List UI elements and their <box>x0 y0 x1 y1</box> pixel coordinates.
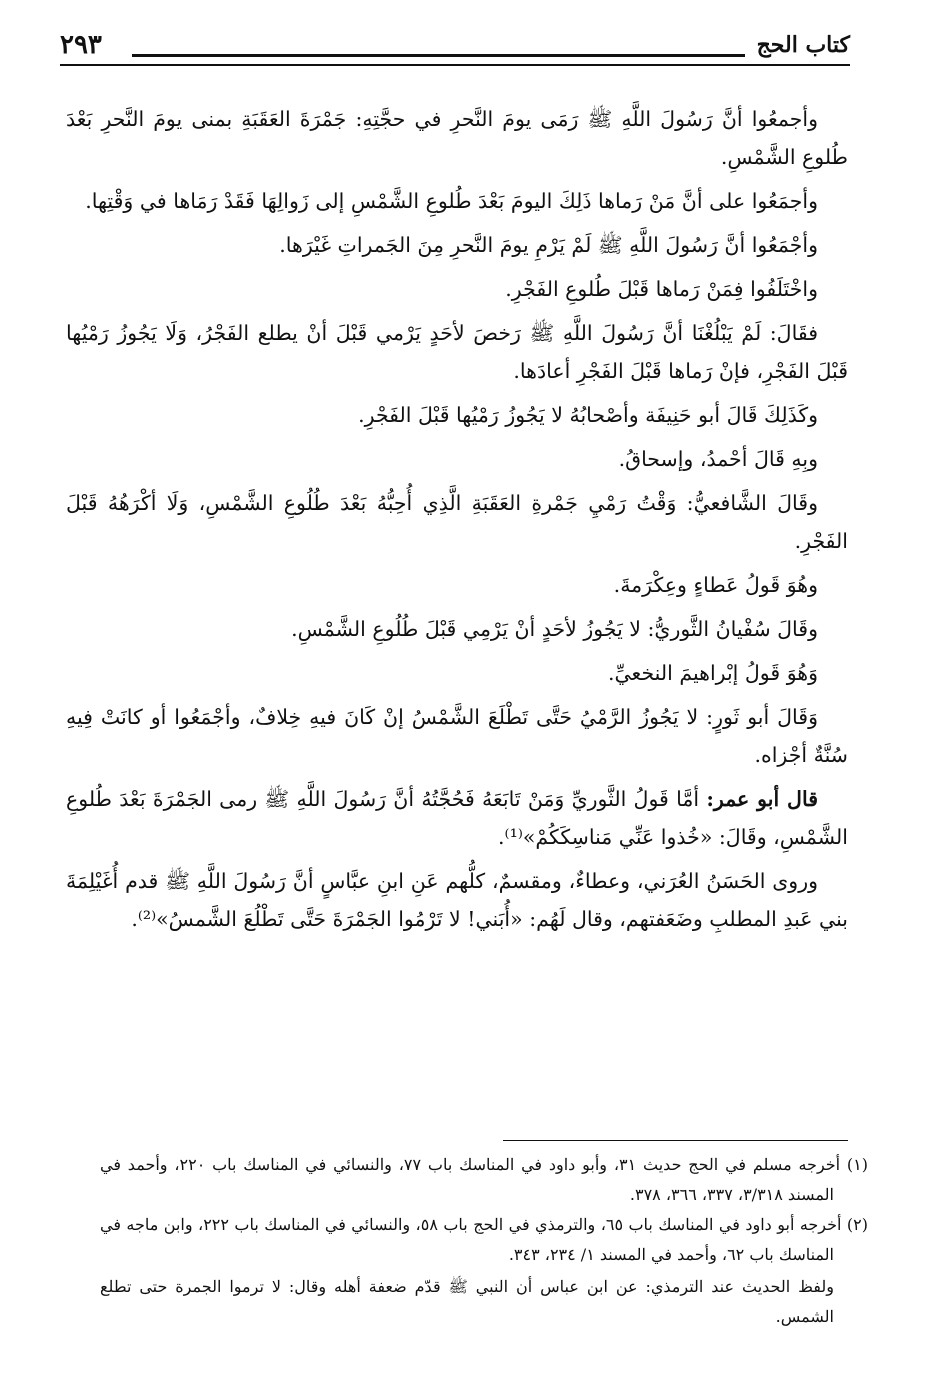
book-title: كتاب الحج <box>756 32 850 58</box>
paragraph: وأجْمَعُوا أنَّ رَسُولَ اللَّهِ ﷺ لَمْ يَرْمِ يومَ النَّحرِ مِنَ الجَمراتِ غَيْرَها. <box>279 233 818 257</box>
paragraph: وأجمَعُوا على أنَّ مَنْ رَماها ذَلِكَ اليومَ بَعْدَ طُلوعِ الشَّمْسِ إلى زَوالِهَا فَقَدْ رَمَاها في وَقْتِها. <box>85 189 818 213</box>
header-rule-bottom <box>60 64 850 66</box>
footnote-1: (١) أخرجه مسلم في الحج حديث ٣١، وأبو داود في المناسك باب ٧٧، والنسائي في المناسك باب ٢٢٠، وأحمد في المسند ٣/٣١٨، ٣٣٧، ٣٦٦، ٣٧٨. <box>100 1155 869 1204</box>
paragraph: فقَالَ: لَمْ يَبْلُغْنَا أنَّ رَسُولَ اللَّهِ ﷺ رَخصَ لأحَدٍ يَرْمي قَبْلَ أنْ يطلع الفَجْرُ، وَلَا يَجُوزُ رَمْيُها قَبْلَ الفَجْرِ، فإنْ رَماها قَبْلَ الفَجْرِ أعادَها. <box>66 321 848 383</box>
speaker-lead: قال أبو عمر: <box>706 787 818 811</box>
footnotes <box>100 1150 868 1332</box>
footnote-2-continuation: ولفظ الحديث عند الترمذي: عن ابن عباس أن النبي ﷺ قدّم ضعفة أهله وقال: لا ترموا الجمرة حتى تطلع الشمس. <box>100 1277 835 1326</box>
page-number: ٢٩٣ <box>60 30 102 60</box>
paragraph: وَقَالَ أبو ثَورٍ: لا يَجُوزُ الرَّمْيُ حَتَّى تَطْلَعَ الشَّمْسُ إنْ كَانَ فيهِ خِلافٌ، وأجْمَعُوا أو كانَتْ فِيهِ سُنَّةٌ أجْزاه. <box>66 705 848 767</box>
footnote-2: (٢) أخرجه أبو داود في المناسك باب ٦٥، والترمذي في الحج باب ٥٨، والنسائي في المناسك باب ٢٢٢، وابن ماجه في المناسك باب ٦٢، وأحمد في المسند ١/ ٢٣٤، ٣٤٣. <box>100 1215 869 1264</box>
paragraph: وأجمعُوا أنَّ رَسُولَ اللَّهِ ﷺ رَمَى يومَ النَّحرِ في حجَّتِهِ: جَمْرَةَ العَقَبَةِ بمنى يومَ النَّحرِ بَعْدَ طُلوعِ الشَّمْسِ. <box>66 107 848 169</box>
paragraph: وهُوَ قَولُ عَطاءٍ وعِكْرَمةَ. <box>613 573 818 597</box>
running-header <box>60 30 850 70</box>
paragraph: واخْتَلَفُوا فِمَنْ رَماها قَبْلَ طُلوعِ الفَجْرِ. <box>505 277 818 301</box>
paragraph: وروى الحَسَنُ العُرَني، وعطاءٌ، ومقسمٌ، كلُّهم عَنِ ابنِ عبَّاسٍ أنَّ رَسُولَ اللَّهِ ﷺ قدم أُغَيْلِمَةَ بني عَبدِ المطلبِ وضَعَفتهم، وقال لَهُم: «أُبَني! لا تَرْمُوا الجَمْرَةَ حَتَّى تَطْلُعَ الشَّمسُ»⁽²⁾. <box>66 869 848 931</box>
header-rule <box>132 54 745 57</box>
main-text <box>66 100 848 944</box>
paragraph: وكَذَلِكَ قَالَ أبو حَنِيفَة وأصْحابُهُ لا يَجُوزُ رَمْيُها قَبْلَ الفَجْرِ. <box>358 403 818 427</box>
paragraph: وقَالَ الشَّافعيُّ: وَقْتُ رَمْيِ جَمْرةِ العَقَبَةِ الَّذِي أُحِبُّهُ بَعْدَ طُلُوعِ الشَّمْسِ، وَلَا أكْرَهُهُ قَبْلَ الفَجْرِ. <box>66 491 848 553</box>
paragraph: وقَالَ سُفْيانُ الثَّوريُّ: لا يَجُوزُ لأحَدٍ أنْ يَرْمِي قَبْلَ طُلُوعِ الشَّمْسِ. <box>291 617 818 641</box>
paragraph: وبِهِ قَالَ أحْمدُ، وإسحاقُ. <box>618 447 818 471</box>
paragraph: قال أبو عمر: أمَّا قَولُ الثَّوريِّ وَمَنْ تَابَعَهُ فَحُجَّتُهُ أنَّ رَسُولَ اللَّهِ ﷺ رمى الجَمْرَةَ بَعْدَ طُلوعِ الشَّمْسِ، وقَالَ: «خُذوا عَنِّي مَناسِكَكُمْ»⁽¹⁾. <box>66 787 848 849</box>
paragraph: وَهُوَ قَولُ إبْراهيمَ النخعيِّ. <box>607 661 818 685</box>
footnote-separator <box>503 1140 848 1141</box>
